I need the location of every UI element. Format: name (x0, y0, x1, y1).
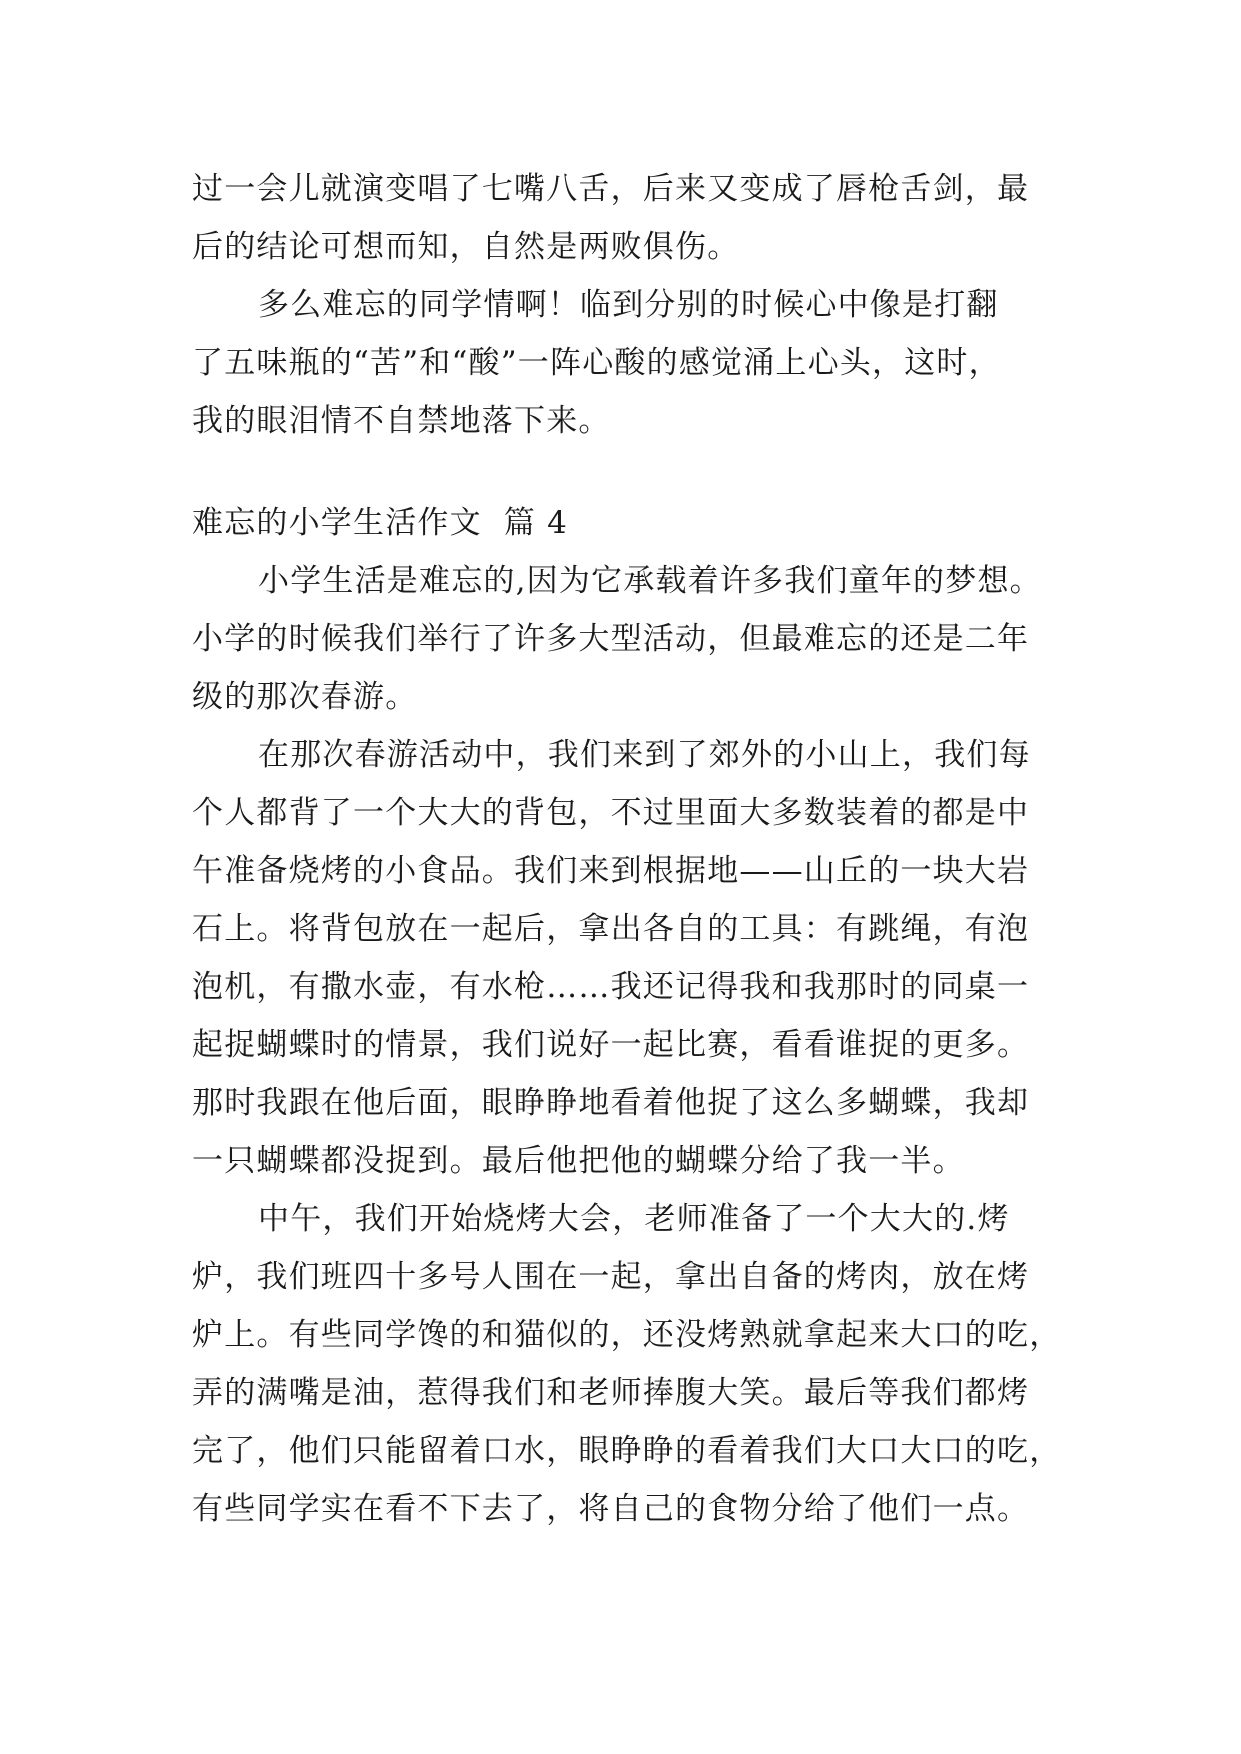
text-line: 午准备烧烤的小食品。我们来到根据地——山丘的一块大岩 (192, 853, 1030, 889)
text-line: 完了，他们只能留着口水，眼睁睁的看着我们大口大口的吃， (192, 1433, 1062, 1469)
section-heading: 难忘的小学生活作文 篇 4 (192, 505, 569, 541)
text-line: 个人都背了一个大大的背包，不过里面大多数装着的都是中 (192, 795, 1030, 831)
text-line: 泡机，有撒水壶，有水枪……我还记得我和我那时的同桌一 (192, 969, 1030, 1005)
text-line: 炉，我们班四十多号人围在一起，拿出自备的烤肉，放在烤 (192, 1259, 1030, 1295)
paragraph-2 (192, 276, 1072, 450)
text-line: 后的结论可想而知，自然是两败俱伤。 (192, 229, 740, 265)
text-line: 我的眼泪情不自禁地落下来。 (192, 403, 611, 439)
text-line: 有些同学实在看不下去了，将自己的食物分给了他们一点。 (192, 1491, 1030, 1527)
text-line: 多么难忘的同学情啊！临到分别的时候心中像是打翻 (258, 287, 999, 323)
text-line: 级的那次春游。 (192, 679, 418, 715)
text-line: 那时我跟在他后面，眼睁睁地看着他捉了这么多蝴蝶，我却 (192, 1085, 1030, 1121)
paragraph-3 (192, 552, 1072, 726)
text-line: 炉上。有些同学馋的和猫似的，还没烤熟就拿起来大口的吃， (192, 1317, 1062, 1353)
text-line: 了五味瓶的“苦”和“酸”一阵心酸的感觉涌上心头，这时， (192, 345, 1001, 381)
paragraph-5 (192, 1190, 1072, 1538)
text-line: 石上。将背包放在一起后，拿出各自的工具：有跳绳，有泡 (192, 911, 1030, 947)
text-line: 中午，我们开始烧烤大会，老师准备了一个大大的.烤 (258, 1201, 1010, 1237)
document-page (192, 160, 1072, 1538)
text-line: 过一会儿就演变唱了七嘴八舌，后来又变成了唇枪舌剑，最 (192, 171, 1030, 207)
text-line: 在那次春游活动中，我们来到了郊外的小山上，我们每 (258, 737, 1031, 773)
paragraph-4 (192, 726, 1072, 1190)
paragraph-1 (192, 160, 1072, 276)
text-line: 起捉蝴蝶时的情景，我们说好一起比赛，看看谁捉的更多。 (192, 1027, 1030, 1063)
text-line: 小学的时候我们举行了许多大型活动，但最难忘的还是二年 (192, 621, 1030, 657)
text-line: 小学生活是难忘的,因为它承载着许多我们童年的梦想。 (258, 563, 1042, 599)
text-line: 弄的满嘴是油，惹得我们和老师捧腹大笑。最后等我们都烤 (192, 1375, 1030, 1411)
text-line: 一只蝴蝶都没捉到。最后他把他的蝴蝶分给了我一半。 (192, 1143, 965, 1179)
